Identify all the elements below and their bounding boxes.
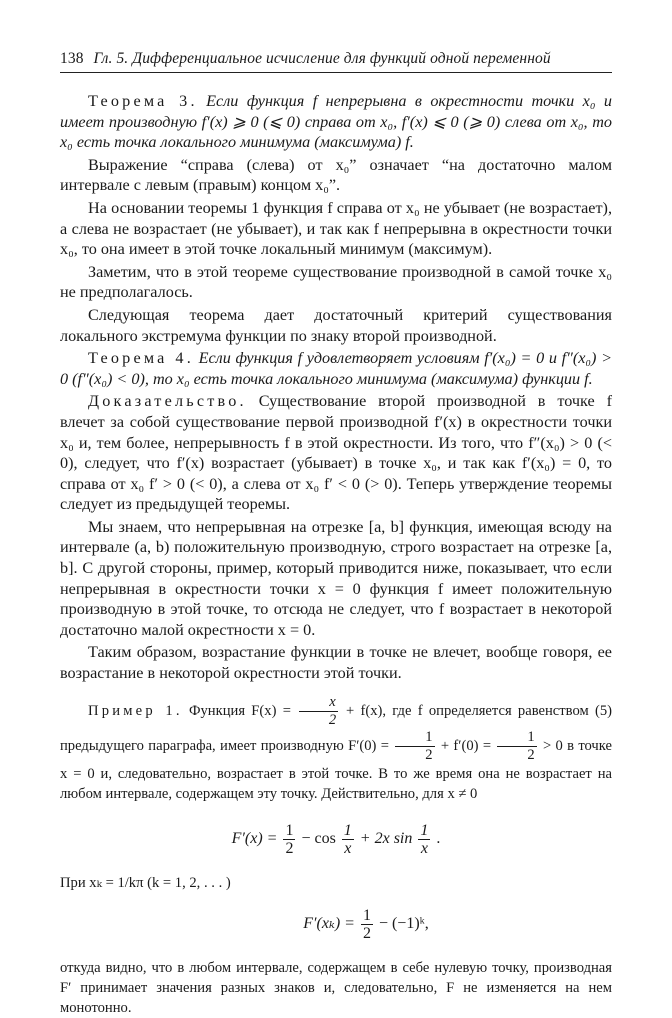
proof xyxy=(60,391,612,515)
proof-label: Доказательство. xyxy=(88,392,247,411)
theorem-3 xyxy=(60,91,612,153)
formula-derivative: F′(x) = $\frac{1}{2}$ − cos $\frac{1}{x}$ + 2x sin $\frac{1}{x}$ . xyxy=(231,821,441,857)
fraction: $\frac{1}{2}$ xyxy=(497,729,536,764)
theorem-3-label: Теорема 3. xyxy=(88,92,198,110)
theorem-4-statement: Если функция f удовлетворяет условиям f′(x₀) = 0 и f″(x₀) > 0 (f″(x₀) < 0), то x₀ есть точка локального минимума (максимума) функции f. xyxy=(60,349,612,388)
paragraph: Выражение “справа (слева) от x₀” означает “на достаточно малом интервале с левым (правым) концом x₀”. xyxy=(60,155,612,195)
running-title: Гл. 5. Дифференциальное исчисление для функций одной переменной xyxy=(93,50,551,67)
paragraph: Следующая теорема дает достаточный критерий существования локального экстремума функции по знаку второй производной. xyxy=(60,305,612,345)
running-header xyxy=(60,50,612,73)
paragraph: Мы знаем, что непрерывная на отрезке [a, b] функция, имеющая всюду на интервале (a, b) положительную производную, строго возрастает на отрезке [a, b]. С другой стороны, пример, который приводится ниже, показывает, что если непрерывная в окрестности точки x = 0 функция f имеет положительную производную в этой точке, то отсюда не следует, что f возрастает в некоторой достаточно малой окрестности x = 0. xyxy=(60,517,612,639)
paragraph: На основании теоремы 1 функция f справа от x₀ не убывает (не возрастает), а слева не возрастает (не убывает), и так как f непрерывна в окрестности точки x₀, то она имеет в этой точке локальный минимум (максимум). xyxy=(60,198,612,259)
example-text: > 0 в точке x = 0 и, следовательно, возрастает в этой точке. В то же время она не возрастает на любом интервале, содержащем эту точку. Действительно, для x ≠ 0 xyxy=(60,737,612,802)
paragraph: Заметим, что в этой теореме существование производной в самой точке x₀ не предполагалось. xyxy=(60,262,612,302)
example-text: + f′(0) = xyxy=(440,737,492,754)
example-1 xyxy=(60,694,612,804)
proof-text: Существование второй производной в точке f влечет за собой существование первой производной f′(x) в окрестности точки x₀ и, тем более, непрерывность f в этой окрестности. Из того, что f″(x₀) > 0 (< 0), следует, что f′(x) возрастает (убывает) в точке x₀, и так как f′(x₀) = 0, то справа от x₀ f′ > 0 (< 0), а слева от x₀ f′ < 0 (> 0). Теперь утверждение теоремы следует из предыдущей теоремы. xyxy=(60,392,612,514)
example-text: + f(x), где f определяется равенством (5) предыдущего параграфа, имеет производную F′(0) = xyxy=(60,702,612,754)
conclusion: откуда видно, что в любом интервале, содержащем в себе нулевую точку, производная F′ принимает значения разных знаков и, следовательно, F не изменяется на нем монотонно. xyxy=(60,959,612,1016)
page-number: 138 xyxy=(60,50,84,67)
example-label: Пример 1. xyxy=(88,702,183,719)
formula-derivative-xk: F′(xₖ) = $\frac{1}{2}$ − (−1)ᵏ, xyxy=(303,906,429,942)
fraction: $\frac{x}{2}$ xyxy=(299,694,337,729)
theorem-3-statement: Если функция f непрерывна в окрестности точки x₀ и имеет производную f′(x) ⩾ 0 (⩽ 0) справа от x₀, f′(x) ⩽ 0 (⩾ 0) слева от x₀, то x₀ есть точка локального минимума (максимума) f. xyxy=(60,92,613,152)
example-text: Функция F(x) = xyxy=(188,702,291,719)
fraction: $\frac{1}{2}$ xyxy=(362,906,371,942)
fraction: $\frac{1}{2}$ xyxy=(285,821,294,857)
fraction: $\frac{1}{x}$ xyxy=(420,821,429,857)
line-xk: При xₖ = 1/kπ (k = 1, 2, . . . ) xyxy=(60,874,231,891)
book-page xyxy=(60,50,612,1018)
fraction: $\frac{1}{x}$ xyxy=(343,821,352,857)
paragraph: Таким образом, возрастание функции в точке не влечет, вообще говоря, ее возрастание в некоторой окрестности этой точки. xyxy=(60,643,612,683)
page-body xyxy=(60,91,612,684)
theorem-4 xyxy=(60,348,612,389)
fraction: $\frac{1}{2}$ xyxy=(395,729,434,764)
example-block xyxy=(60,694,612,1018)
theorem-4-label: Теорема 4. xyxy=(88,349,194,368)
